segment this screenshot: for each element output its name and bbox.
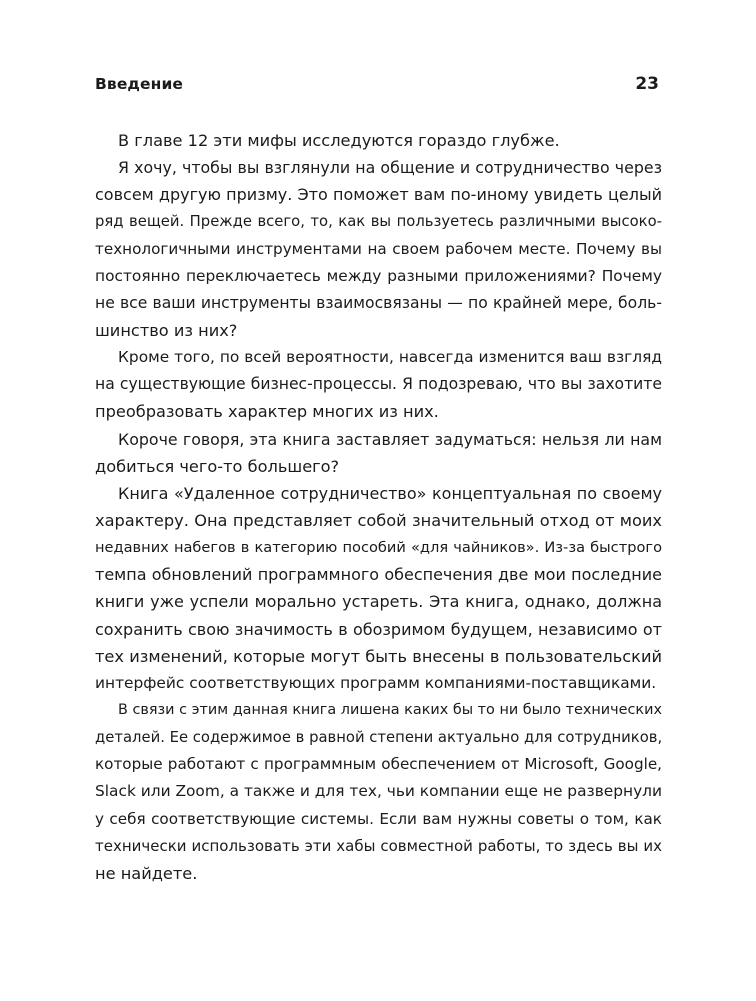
text-line: Slack или Zoom, а также и для тех, чьи компании еще не развернули: [95, 782, 662, 801]
body-text: [95, 127, 662, 887]
text-line: книги уже успели морально устареть. Эта книга, однако, должна: [95, 592, 662, 612]
text-line: у себя соответствующие системы. Если вам нужны советы о том, как: [95, 809, 662, 828]
text-line: недавних набегов в категорию пособий «для чайников». Из-за быстрого: [95, 539, 662, 557]
text-line: Книга «Удаленное сотрудничество» концептуальная по своему: [118, 483, 662, 503]
text-line: на существующие бизнес-процессы. Я подозреваю, что вы захотите: [95, 375, 662, 394]
text-line: ряд вещей. Прежде всего, то, как вы пользуетесь различными высоко-: [95, 213, 662, 231]
running-header: [95, 74, 659, 98]
text-line: темпа обновлений программного обеспечения две мои последние: [95, 565, 662, 585]
text-line: не все ваши инструменты взаимосвязаны — по крайней мере, боль-: [95, 293, 662, 312]
page-number: 23: [635, 74, 659, 94]
text-line: Я хочу, чтобы вы взглянули на общение и сотрудничество через: [118, 158, 662, 178]
text-line: деталей. Ее содержимое в равной степени актуально для сотрудников,: [95, 729, 662, 747]
text-line: шинство из них?: [95, 320, 238, 340]
text-line: В связи с этим данная книга лишена каких бы то ни было технических: [118, 701, 662, 718]
text-line: совсем другую призму. Это поможет вам по-иному увидеть целый: [95, 185, 662, 205]
text-line: интерфейс соответствующих программ компаниями-поставщиками.: [95, 673, 657, 692]
section-title: Введение: [95, 75, 184, 93]
text-line: В главе 12 эти мифы исследуются гораздо глубже.: [118, 131, 560, 150]
text-line: Кроме того, по всей вероятности, навсегда изменится ваш взгляд: [118, 348, 662, 367]
text-line: тех изменений, которые могут быть внесены в пользовательский: [95, 646, 662, 666]
text-line: которые работают с программным обеспечением от Microsoft, Google,: [95, 755, 662, 774]
text-line: характеру. Она представляет собой значительный отход от моих: [95, 510, 662, 530]
text-line: преобразовать характер многих из них.: [95, 402, 439, 422]
text-line: не найдете.: [95, 863, 198, 883]
text-line: технологичными инструментами на своем рабочем месте. Почему вы: [95, 239, 662, 258]
text-line: постоянно переключаетесь между разными приложениями? Почему: [95, 266, 662, 285]
text-line: технически использовать эти хабы совместной работы, то здесь вы их: [95, 836, 662, 855]
text-line: Короче говоря, эта книга заставляет задуматься: нельзя ли нам: [118, 429, 662, 449]
text-line: добиться чего-то большего?: [95, 456, 340, 476]
text-line: сохранить свою значимость в обозримом будущем, независимо от: [95, 619, 662, 639]
